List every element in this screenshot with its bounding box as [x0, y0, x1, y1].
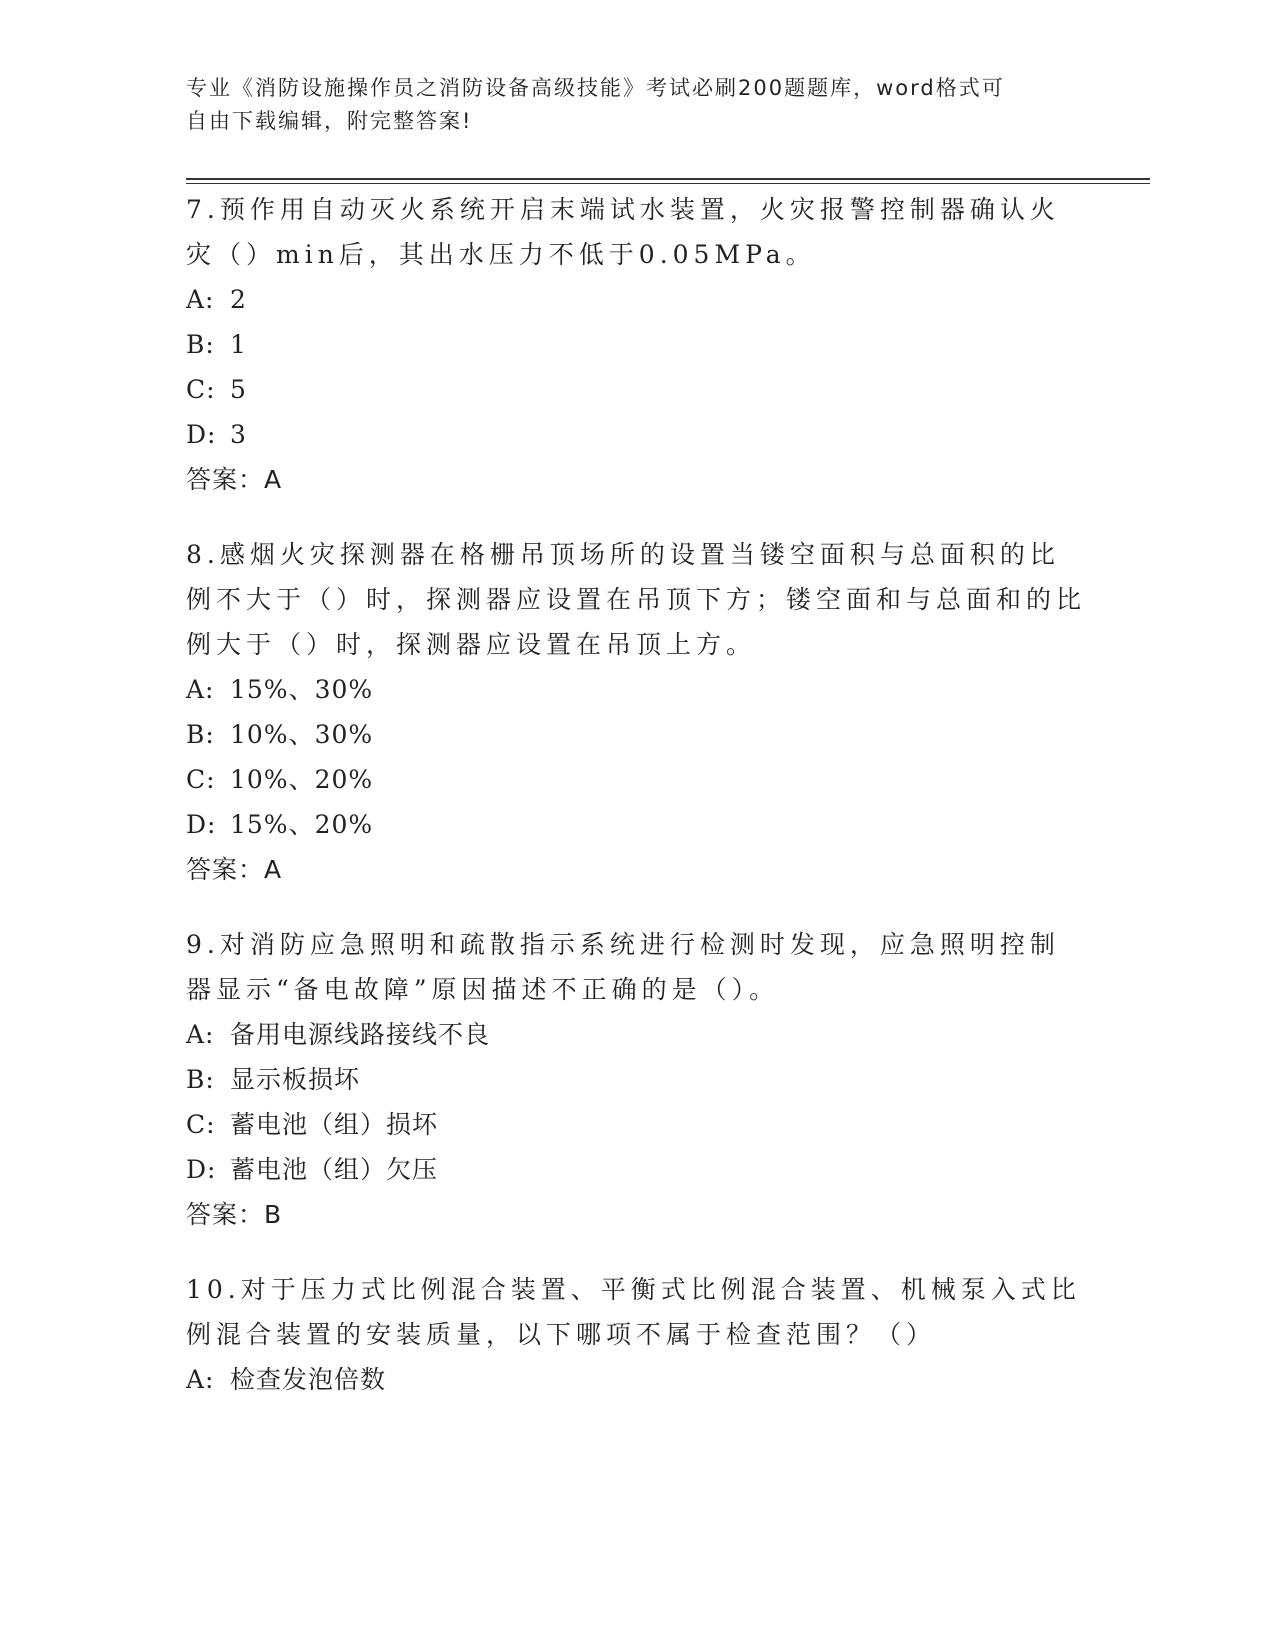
question-8: [186, 532, 1086, 892]
header-line-2: 自由下载编辑，附完整答案!: [186, 109, 473, 133]
question-text: 7.预作用自动灭火系统开启末端试水装置，火灾报警控制器确认火灾（）min后，其出水压力不低于0.05MPa。: [186, 195, 1060, 269]
question-text: 10.对于压力式比例混合装置、平衡式比例混合装置、机械泵入式比例混合装置的安装质量，以下哪项不属于检查范围？（）: [186, 1275, 1081, 1349]
option-value: 10%、20%: [230, 765, 374, 794]
answer-line: 答案：B: [186, 1200, 283, 1229]
option-a: [186, 1357, 1086, 1402]
question-7: [186, 187, 1086, 502]
question-list: [186, 187, 1086, 1432]
option-value: 1: [230, 330, 247, 359]
option-c: [186, 1102, 1086, 1147]
option-label: A:: [186, 1365, 215, 1394]
answer-line: 答案：A: [186, 855, 283, 884]
option-label: B:: [186, 330, 215, 359]
option-value: 2: [230, 285, 247, 314]
option-d: [186, 1147, 1086, 1192]
option-label: C:: [186, 1110, 216, 1139]
option-a: [186, 1012, 1086, 1057]
option-value: 15%、20%: [230, 810, 374, 839]
option-value: 检查发泡倍数: [230, 1365, 387, 1394]
header-line-1: 专业《消防设施操作员之消防设备高级技能》考试必刷200题题库，word格式可: [186, 76, 1005, 100]
option-label: B:: [186, 720, 215, 749]
question-9: [186, 922, 1086, 1237]
option-b: [186, 322, 1086, 367]
option-b: [186, 712, 1086, 757]
option-value: 15%、30%: [230, 675, 374, 704]
option-label: D:: [186, 420, 217, 449]
option-label: B:: [186, 1065, 215, 1094]
option-label: A:: [186, 1020, 215, 1049]
option-c: [186, 367, 1086, 412]
option-value: 显示板损坏: [230, 1065, 361, 1094]
option-label: D:: [186, 1155, 217, 1184]
question-10: [186, 1267, 1086, 1402]
option-label: C:: [186, 765, 216, 794]
option-label: A:: [186, 675, 215, 704]
option-value: 3: [230, 420, 247, 449]
option-label: C:: [186, 375, 216, 404]
option-a: [186, 667, 1086, 712]
question-text: 8.感烟火灾探测器在格栅吊顶场所的设置当镂空面积与总面积的比例不大于（）时，探测器应设置在吊顶下方；镂空面和与总面和的比例大于（）时，探测器应设置在吊顶上方。: [186, 540, 1087, 659]
answer-line: 答案：A: [186, 465, 283, 494]
option-c: [186, 757, 1086, 802]
option-d: [186, 802, 1086, 847]
option-value: 10%、30%: [230, 720, 374, 749]
option-a: [186, 277, 1086, 322]
option-b: [186, 1057, 1086, 1102]
header-divider-thick: [186, 178, 1150, 180]
header-divider-thin: [186, 183, 1150, 184]
option-value: 备用电源线路接线不良: [230, 1020, 491, 1049]
option-value: 5: [230, 375, 247, 404]
option-value: 蓄电池（组）损坏: [230, 1110, 439, 1139]
option-label: A:: [186, 285, 215, 314]
option-label: D:: [186, 810, 217, 839]
document-header: [186, 72, 1066, 138]
question-text: 9.对消防应急照明和疏散指示系统进行检测时发现，应急照明控制器显示“备电故障”原因描述不正确的是（）。: [186, 930, 1060, 1004]
option-d: [186, 412, 1086, 457]
option-value: 蓄电池（组）欠压: [230, 1155, 439, 1184]
